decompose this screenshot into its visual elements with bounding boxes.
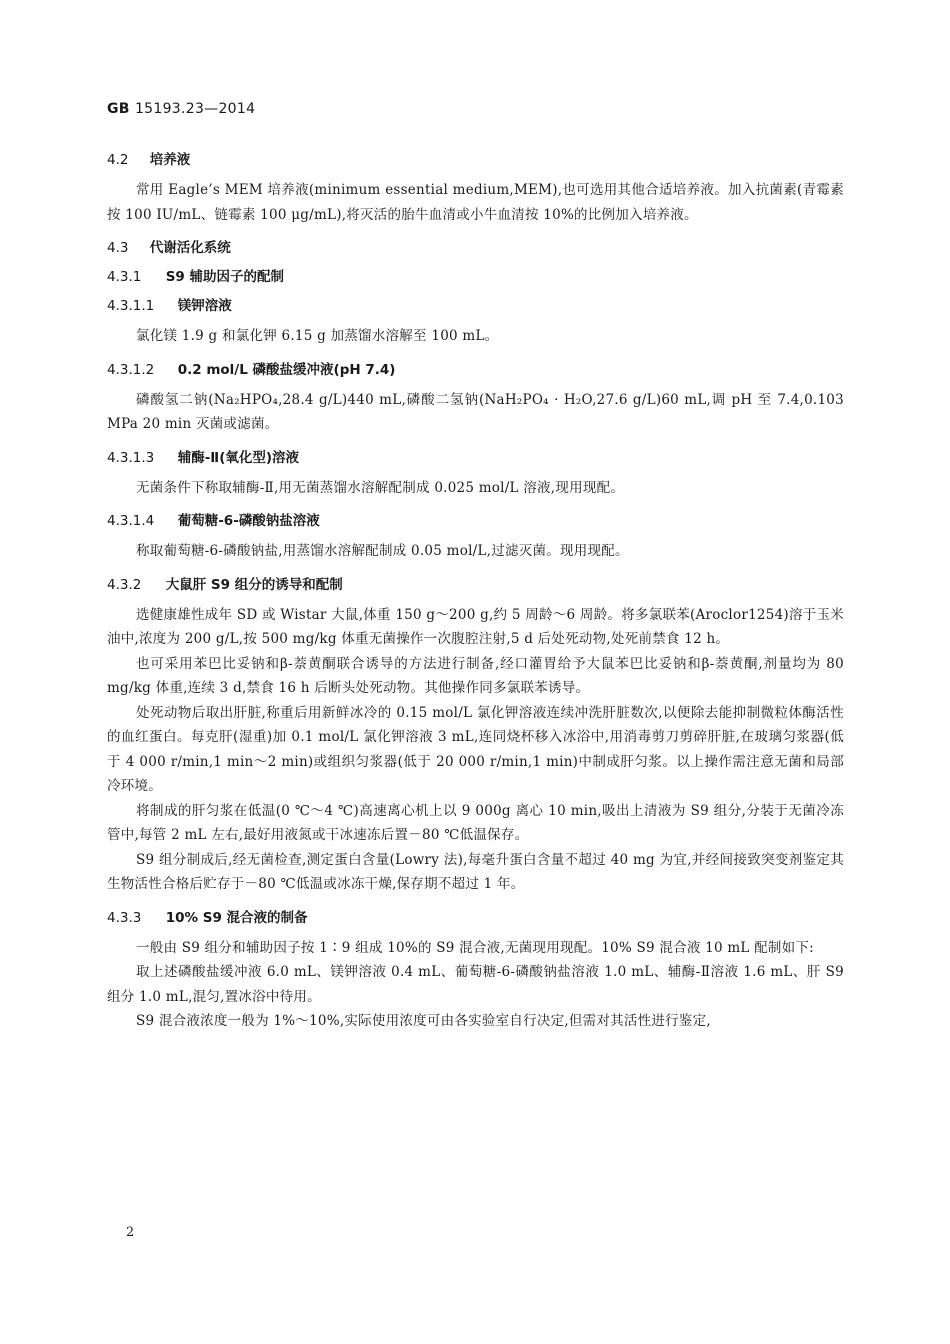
- paragraph: 称取葡萄糖-6-磷酸钠盐,用蒸馏水溶解配制成 0.05 mol/L,过滤灭菌。现用现配。: [136, 543, 629, 559]
- section-number: 4.3.1: [107, 269, 142, 285]
- paragraph: 氯化镁 1.9 g 和氯化钾 6.15 g 加蒸馏水溶解至 100 mL。: [136, 328, 499, 344]
- section-title: 镁钾溶液: [177, 298, 232, 314]
- section-heading-4-3-1-2: [107, 360, 844, 380]
- section-heading-4-3: [107, 238, 844, 258]
- section-title: 代谢活化系统: [149, 240, 231, 256]
- section-number: 4.3.1.1: [107, 298, 155, 314]
- document-body: [107, 150, 844, 1034]
- section-number: 4.3.3: [107, 909, 142, 926]
- section-title: 10% S9 混合液的制备: [165, 909, 308, 926]
- section-title: 0.2 mol/L 磷酸盐缓冲液(pH 7.4): [177, 361, 396, 378]
- section-number: 4.3.1.2: [107, 361, 155, 378]
- section-number: 4.2: [107, 152, 129, 168]
- standard-prefix: GB: [107, 101, 130, 117]
- section-heading-4-2: [107, 150, 844, 170]
- paragraph: S9 混合液浓度一般为 1%～10%,实际使用浓度可由各实验室自行决定,但需对其活性进行鉴定,: [136, 1013, 711, 1029]
- section-title: 大鼠肝 S9 组分的诱导和配制: [165, 576, 343, 593]
- paragraph: 无菌条件下称取辅酶-Ⅱ,用无菌蒸馏水溶解配制成 0.025 mol/L 溶液,现用现配。: [136, 479, 625, 496]
- section-heading-4-3-1: [107, 267, 844, 287]
- section-title: 辅酶-Ⅱ(氧化型)溶液: [177, 449, 300, 466]
- paragraph: 磷酸氢二钠(Na₂HPO₄,28.4 g/L)440 mL,磷酸二氢钠(NaH₂PO₄ · H₂O,27.6 g/L)60 mL,调 pH 至 7.4,0.103 MPa 20 min 灭菌或滤菌。: [107, 391, 844, 432]
- section-number: 4.3.2: [107, 576, 142, 593]
- section-number: 4.3.1.4: [107, 513, 155, 529]
- paragraph: 也可采用苯巴比妥钠和β-萘黄酮联合诱导的方法进行制备,经口灌胃给予大鼠苯巴比妥钠和β-萘黄酮,剂量均为 80 mg/kg 体重,连续 3 d,禁食 16 h 后断头处死动物。其他操作同多氯联苯诱导。: [107, 655, 844, 696]
- paragraph: 处死动物后取出肝脏,称重后用新鲜冰冷的 0.15 mol/L 氯化钾溶液连续冲洗肝脏数次,以便除去能抑制微粒体酶活性的血红蛋白。每克肝(湿重)加 0.1 mol/L 氯化钾溶液 3 mL,连同烧杯移入冰浴中,用消毒剪刀剪碎肝脏,在玻璃匀浆器(低于 4 000 r/min,1 min～2 min)或组织匀浆器(低于 20 000 r/min,1 min)中制成肝匀浆。以上操作需注意无菌和局部冷环境。: [107, 704, 844, 794]
- page-number: 2: [126, 1225, 135, 1240]
- paragraph: 选健康雄性成年 SD 或 Wistar 大鼠,体重 150 g～200 g,约 5 周龄～6 周龄。将多氯联苯(Aroclor1254)溶于玉米油中,浓度为 200 g/L,按 500 mg/kg 体重无菌操作一次腹腔注射,5 d 后处死动物,处死前禁食 12 h。: [107, 606, 844, 647]
- paragraph: 将制成的肝匀浆在低温(0 ℃～4 ℃)高速离心机上以 9 000g 离心 10 min,吸出上清液为 S9 组分,分装于无菌冷冻管中,每管 2 mL 左右,最好用液氮或干冰速冻后置－80 ℃低温保存。: [107, 802, 844, 843]
- section-title: 葡萄糖-6-磷酸钠盐溶液: [177, 513, 320, 529]
- section-heading-4-3-1-1: [107, 296, 844, 316]
- paragraph: 常用 Eagle’s MEM 培养液(minimum essential medium,MEM),也可选用其他合适培养液。加入抗菌素(青霉素按 100 IU/mL、链霉素 100 μg/mL),将灭活的胎牛血清或小牛血清按 10%的比例加入培养液。: [107, 182, 844, 223]
- section-title: 培养液: [149, 152, 191, 168]
- section-heading-4-3-1-4: [107, 511, 844, 531]
- standard-code-header: [107, 101, 255, 117]
- paragraph: 取上述磷酸盐缓冲液 6.0 mL、镁钾溶液 0.4 mL、葡萄糖-6-磷酸钠盐溶液 1.0 mL、辅酶-Ⅱ溶液 1.6 mL、肝 S9 组分 1.0 mL,混匀,置冰浴中待用。: [107, 964, 844, 1005]
- section-heading-4-3-1-3: [107, 448, 844, 468]
- paragraph: 一般由 S9 组分和辅助因子按 1∶9 组成 10%的 S9 混合液,无菌现用现配。10% S9 混合液 10 mL 配制如下:: [136, 939, 814, 956]
- section-number: 4.3.1.3: [107, 449, 155, 466]
- standard-number: 15193.23—2014: [134, 101, 256, 117]
- paragraph: S9 组分制成后,经无菌检查,测定蛋白含量(Lowry 法),每毫升蛋白含量不超过 40 mg 为宜,并经间接致突变剂鉴定其生物活性合格后贮存于－80 ℃低温或冰冻干燥,保存期不超过 1 年。: [107, 851, 844, 892]
- section-heading-4-3-2: [107, 575, 844, 595]
- section-title: S9 辅助因子的配制: [165, 269, 285, 285]
- section-heading-4-3-3: [107, 908, 844, 928]
- section-number: 4.3: [107, 240, 129, 256]
